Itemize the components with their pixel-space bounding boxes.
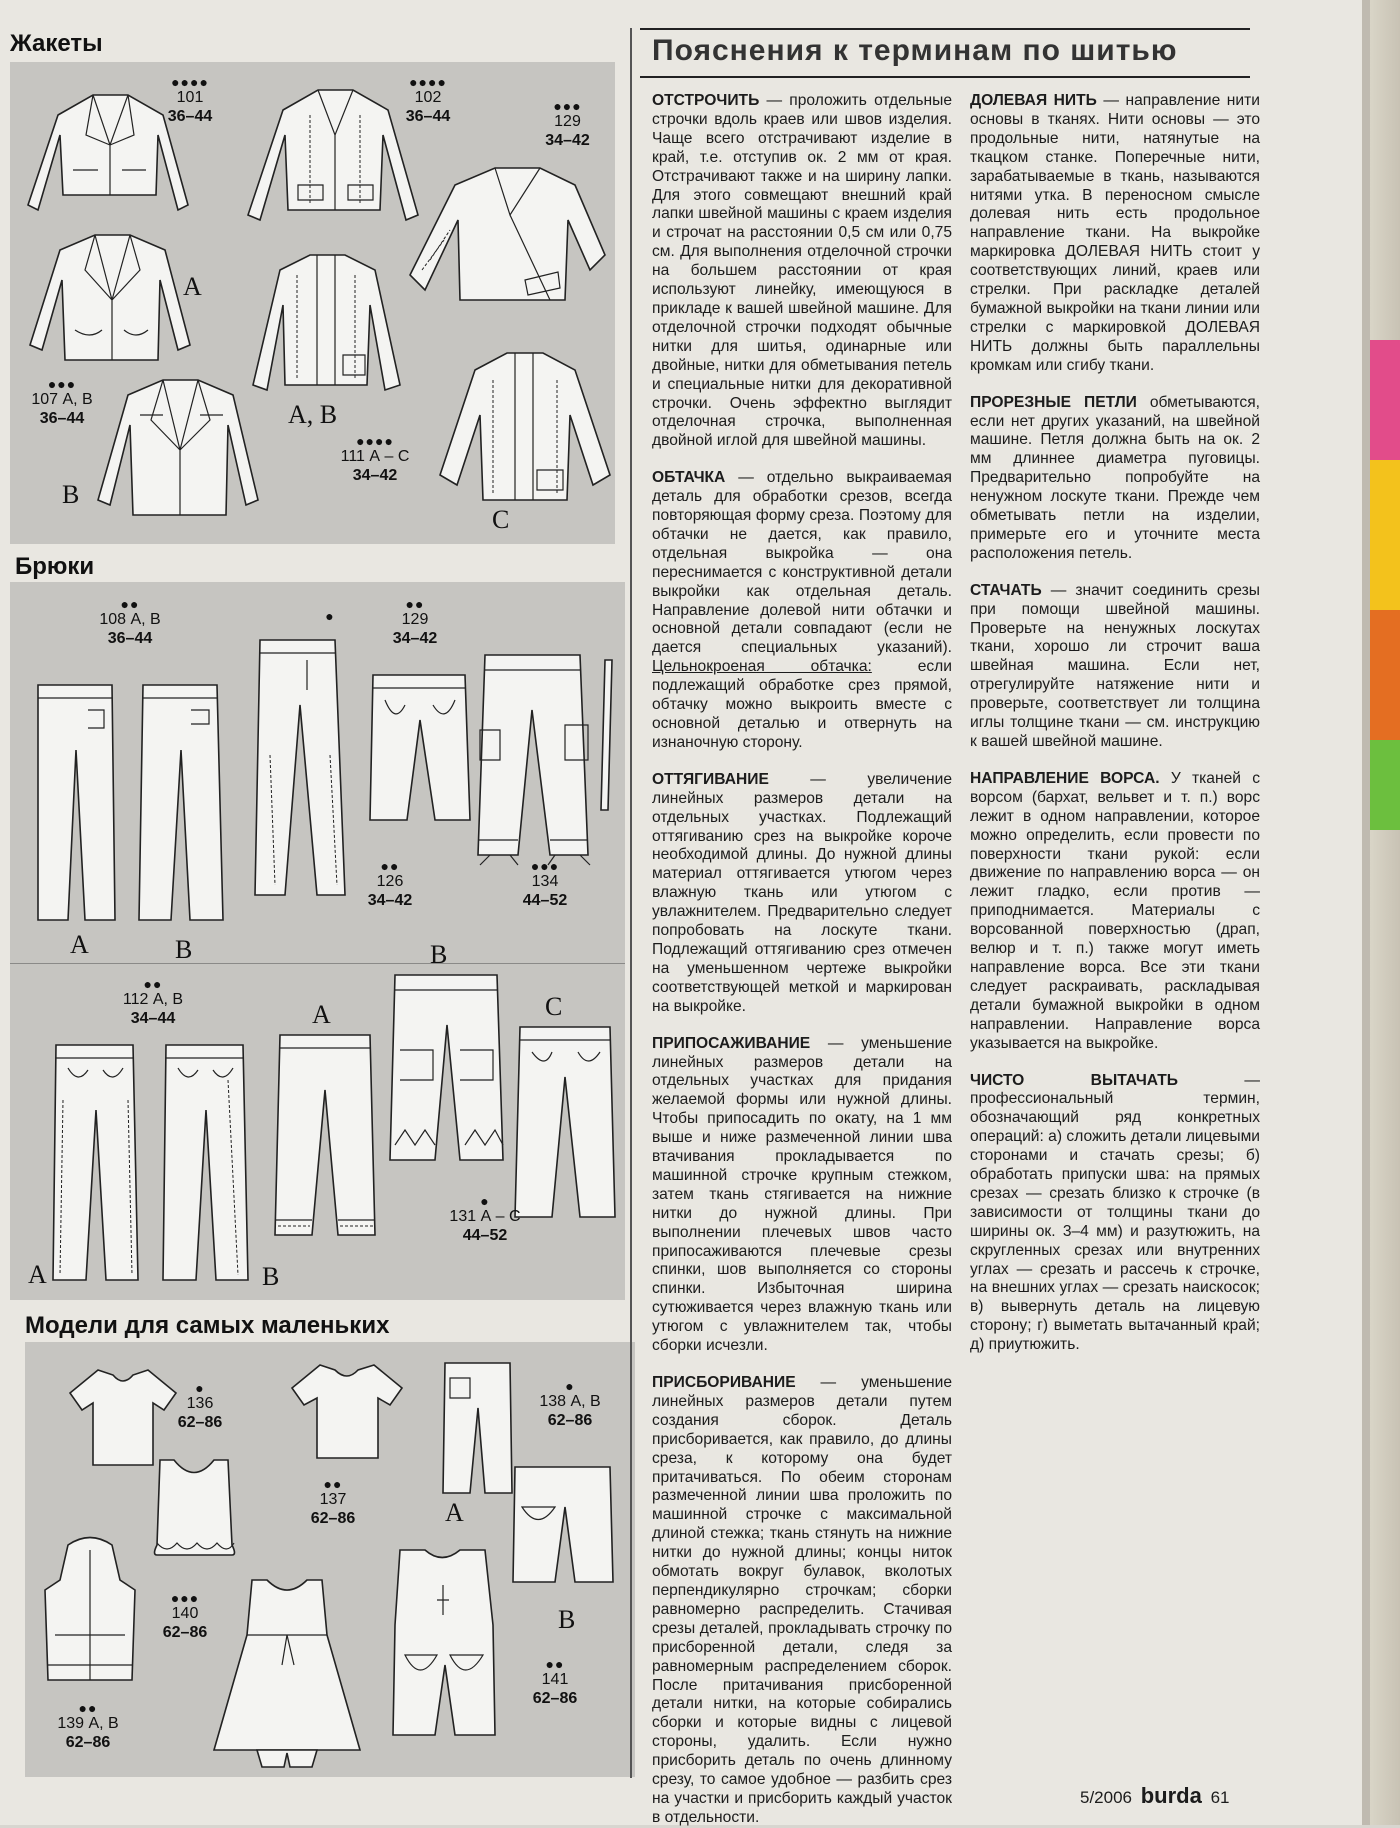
kids-tshirt-137-drawing	[290, 1360, 405, 1465]
trousers-letter-a3: A	[312, 1000, 331, 1029]
model-code-107: ●●● 107 А, В 36–44	[31, 376, 93, 427]
column-divider	[630, 28, 632, 1778]
term-prisborivanie: ПРИСБОРИВАНИЕ — уменьшение линейных размеров детали путем создания сборок. Деталь присборивается, как правило, до длины среза, к которому она будет притачиваться. По обеим сторонам размеченной линии шва проложить по машинной строчке с максимальной длиной стежка; ткань стянуть на нижние нитки до нужной длины; концы ниток обмотать вокруг булавок, вколотых перпендикулярно строчкам; сборки равномерно распределить. Стачивая срезы деталей, прокладывать строчку по присборенной детали, следя за равномерным распределением сборок. После притачивания присборенной детали нитки, на которые собирались сборки и которые видны с лицевой стороны, удалить. Если нужно присборить деталь по очень длинному срезу, то самое удобное — разбить срез на участки и присборить каждый участок в отдельности.	[652, 1374, 952, 1826]
kids-vest-139-drawing	[40, 1535, 140, 1690]
title-rule-top	[640, 28, 1250, 30]
glossary-column-1	[652, 92, 952, 1826]
model-code-131: ● 131 А – С 44–52	[449, 1193, 521, 1244]
jacket-111b-drawing	[235, 245, 415, 405]
section-title-trousers: Брюки	[15, 553, 95, 580]
kids-trousers-138b-drawing	[510, 1462, 620, 1592]
glossary-title: Пояснения к терминам по шитью	[652, 34, 1178, 67]
model-code-111: ●●●● 111 А – С 34–42	[340, 433, 410, 484]
model-code-108: ●● 108 А, В 36–44	[99, 596, 161, 647]
term-chisto-vytachat: ЧИСТО ВЫТАЧАТЬ — профессиональный термин, обозначающий ряд конкретных операций: а) сложить детали лицевыми сторонами и стачать срезы; б) обработать припуски шва: на прямых срезах — срезать близко к строчке (в зависимости от толщины ткани до ширины ок. 3–4 мм) и разутюжить, на скругленных срезах или внутренних углах — срезать и рассечь к строчке, на внешних углах — срезать наискосок; в) вывернуть деталь на лицевую сторону; г) выметать вытачанный край; д) приутюжить.	[970, 1071, 1260, 1354]
tab-marker-orange	[1370, 610, 1400, 740]
trousers-letter-c: C	[545, 992, 563, 1021]
issue-number: 5/2006	[1080, 1788, 1132, 1807]
kids-overall-141-drawing	[385, 1545, 500, 1755]
kids-dress-140-drawing	[212, 1575, 362, 1770]
model-code-102: ●●●● 102 36–44	[405, 74, 451, 125]
trousers-letter-a1: A	[70, 930, 89, 959]
model-code-129-jacket: ●●● 129 34–42	[545, 98, 590, 149]
model-code-140: ●●● 140 62–86	[162, 1590, 208, 1641]
model-code-136: ● 136 62–86	[177, 1380, 223, 1431]
term-ottyagivanie: ОТТЯГИВАНИЕ — увеличение линейных размеров детали на отдельных участках. Подлежащий оттягиванию срез на выкройке короче необходимой длины. До нужной длины материал оттягивается утюгом через влажную ткань или утюгом с увлажнителем. Предварительно следует попробовать на лоскуте ткани. Подлежащий оттягиванию срез отмечен на уменьшенном чертеже выкройки соответствующей меткой и маркирован на выкройке.	[652, 770, 952, 1015]
model-code-138: ● 138 А, В 62–86	[539, 1378, 601, 1429]
trousers-divider	[10, 963, 625, 964]
section-title-kids: Модели для самых маленьких	[25, 1312, 390, 1339]
glossary-column-2	[970, 92, 1260, 1732]
trousers-108b-drawing	[135, 680, 225, 930]
model-code-126: ●● 126 34–42	[367, 858, 413, 909]
model-code-141: ●● 141 62–86	[532, 1656, 578, 1707]
term-otstrochit: ОТСТРОЧИТЬ — проложить отдельные строчки вдоль краев или швов изделия. Чаще всего отстрачивают изделие в край, т.е. отступив ок. 2 мм от края. Отстрачивают также и на ширину лапки. Для этого совмещают внешний край лапки швейной машины с краем изделия и строчат на расстоянии 0,5 см или 0,75 см. Для выполнения отделочной строчки на большем расстоянии от края используют линейку, имеющуюся в прикладе к вашей швейной машине. Для отделочной строчки подходят обычные нитки для шитья, одинарные или двойные, нитки для обметывания петель и специальные нитки для декоративной строчки. Очень эффектно выглядит отделочная строчка, выполненная двойной иглой для швейной машины.	[652, 92, 952, 450]
model-code-134: ●●● 134 44–52	[522, 858, 568, 909]
kids-letter-a: A	[445, 1498, 464, 1527]
term-obtachka: ОБТАЧКА — отдельно выкраиваемая деталь для обработки срезов, всегда повторяющая форму среза. Поэтому для обтачки не дается, как правило, отдельная выкройка — она переснимается с конструктивной детали выкройки как отдельная деталь. Направление долевой нити обтачки и основной детали совпадают (если не дается специальных указаний). Цельнокроеная обтачка: если подлежащий обработке срез прямой, обтачку можно выкроить вместе с основной деталью и отвернуть на изнаночную сторону.	[652, 469, 952, 751]
page-footer	[1080, 1783, 1230, 1809]
tab-marker-pink	[1370, 340, 1400, 460]
model-code-139: ●● 139 А, В 62–86	[57, 1700, 119, 1751]
trousers-112b-drawing	[158, 1040, 253, 1290]
trousers-108a-drawing	[30, 680, 120, 930]
trousers-letter-a2: A	[28, 1260, 47, 1289]
model-code-129-trousers: ●● 129 34–42	[392, 596, 438, 647]
trousers-112a-drawing	[48, 1040, 143, 1290]
kids-letter-b: B	[558, 1605, 576, 1634]
kids-trousers-138a-drawing	[440, 1358, 515, 1498]
page-edge-shadow	[1362, 0, 1370, 1825]
tab-marker-green	[1370, 740, 1400, 830]
jacket-129-drawing	[400, 160, 610, 330]
model-code-112: ●● 112 А, В 34–44	[122, 976, 184, 1027]
trousers-letter-b1: B	[175, 935, 193, 964]
term-dolevaya-nit: ДОЛЕВАЯ НИТЬ — направление нити основы в тканях. Нити основы — это продольные нити, натянутые на ткацком станке. Поперечные нити, зарабатываемые в ткань, называются нитями утка. В переносном смысле долевая нить есть продольное направление ткани. На выкройке маркировка ДОЛЕВАЯ НИТЬ стоит у соответствующих линий, краев или стрелки. При раскладке деталей бумажной выкройки на ткани линии или стрелки с маркировкой ДОЛЕВАЯ НИТЬ должны быть параллельны кромкам или сгибу ткани.	[970, 92, 1260, 374]
term-stachat: СТАЧАТЬ — значит соединить срезы при помощи швейной машины. Проверьте на ненужных лоскутах ткани, хорошо ли строчит ваша швейная машина. Если нет, отрегулируйте натяжение нити и проверьте, соответствует ли толщина иглы толщине ткани — см. инструкцию к вашей швейной машине.	[970, 581, 1260, 750]
tab-marker-yellow	[1370, 460, 1400, 610]
trousers-126-drawing	[365, 670, 475, 830]
trousers-slim-drawing	[245, 635, 355, 905]
jacket-letter-b: B	[62, 480, 80, 509]
glossary-title-bar	[640, 28, 1250, 80]
jacket-107a-drawing	[20, 230, 200, 370]
title-rule-bottom	[640, 76, 1250, 78]
jacket-letter-c: C	[492, 505, 510, 534]
jacket-letter-a: A	[183, 272, 202, 301]
section-title-jackets: Жакеты	[10, 30, 103, 57]
model-code-101: ●●●● 101 36–44	[167, 74, 213, 125]
model-marker-dot: ●	[325, 608, 335, 624]
magazine-logo: burda	[1140, 1783, 1202, 1808]
trousers-131a-drawing	[270, 1030, 380, 1245]
model-code-137: ●● 137 62–86	[310, 1476, 356, 1527]
page-number: 61	[1210, 1788, 1230, 1807]
page-edge	[1370, 0, 1400, 1825]
term-priposazhivanie: ПРИПОСАЖИВАНИЕ — уменьшение линейных размеров детали на отдельных участках для придания желаемой формы или нужной длины. Чтобы припосадить по окату, на 1 мм выше и ниже размеченной линии шва втачивания прокладывается по машинной строчке крупным стежком, затем ткань стягивается на нижние нитки до нужной длины. При выполнении плечевых швов часто припосаживаются плечевые срезы спинки, шов выполняется со стороны спинки. Избыточная ширина сутюживается через влажную ткань или утюгом с увлажнителем так, чтобы сборки исчезли.	[652, 1034, 952, 1355]
jacket-letter-ab: A, B	[288, 400, 338, 429]
trousers-letter-b2: B	[262, 1262, 280, 1291]
term-napravlenie-vorsa: НАПРАВЛЕНИЕ ВОРСА. У тканей с ворсом (бархат, вельвет и т. п.) ворс лежит в одном направлении, которое можно определить, если провести по поверхности ткани рукой: если движение по направлению ворса — он лежит гладко, если против — приподнимается. Материалы с ворсованной поверхностью (драп, велюр и т. п.) также могут иметь направление ворса. Все эти ткани следует раскраивать, раскладывая детали бумажной выкройки в одном направлении. Направление ворса указывается на выкройке.	[970, 769, 1260, 1052]
trousers-134-drawing	[470, 650, 620, 880]
jacket-111c-drawing	[425, 345, 615, 515]
trousers-letter-b3: B	[430, 940, 448, 969]
term-prorezy-petli: ПРОРЕЗНЫЕ ПЕТЛИ обметываются, если нет других указаний, на швейной машине. Петля должна быть на ок. 2 мм длиннее диаметра пуговицы. Предварительно попробуйте на ненужном лоскуте ткани. Прежде чем обметывать петли на изделии, примерьте его и уточните места расположения петель.	[970, 393, 1261, 562]
trousers-131b-drawing	[385, 970, 510, 1170]
kids-top-137-drawing	[142, 1455, 247, 1560]
